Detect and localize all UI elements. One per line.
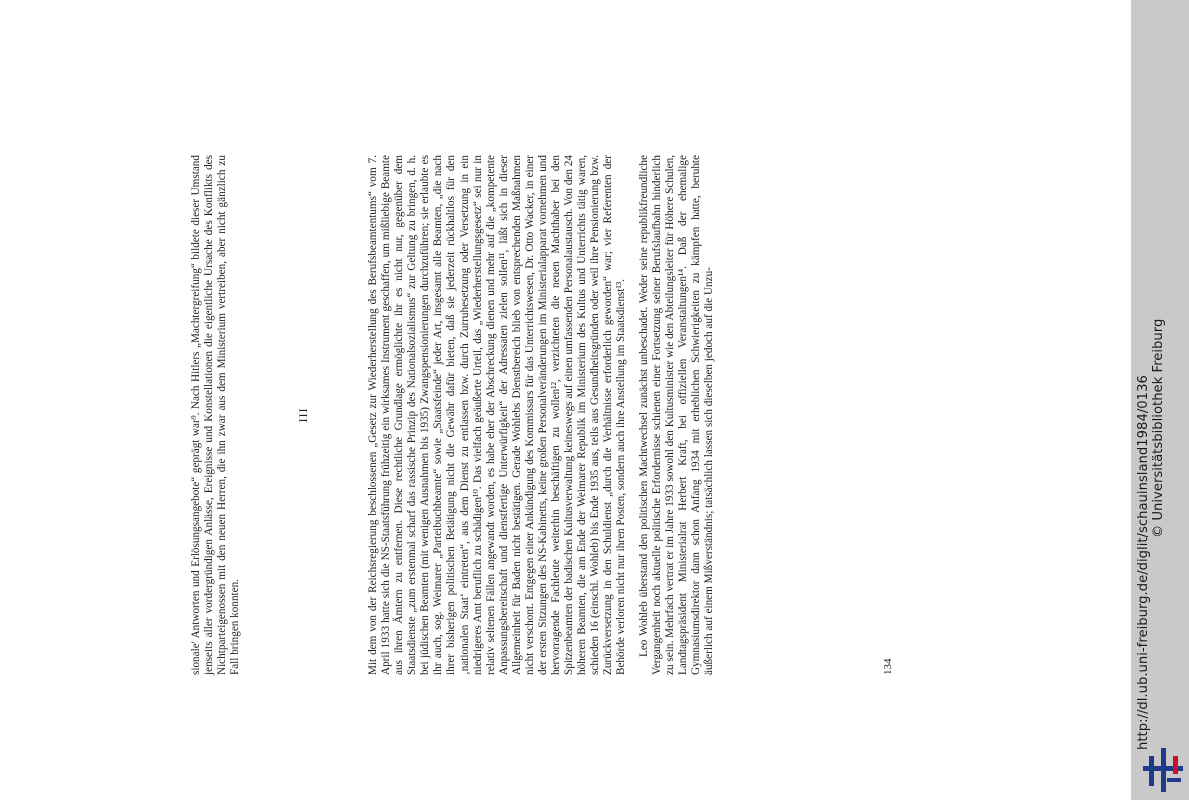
logo-bar-right (1173, 756, 1178, 774)
paragraph-second: Leo Wohleb überstand den politischen Machtwechsel zunächst unbeschadet. Weder seine republikfreundliche Vergangenheit noch aktuelle politische Erfordernisse schienen einer Fortsetzung seiner Berufslaufbahn hinderlich zu sein. Mehrfach vertrat er im Jahre 1933 sowohl den Kultusminister wie den Abteilungsleiter für Höhere Schulen, Landtagspräsident Ministerialrat Herbert Kraft, bei offiziellen Veranstaltungen¹⁴. Daß der ehemalige Gymnasiumsdirektor dann schon Anfang 1934 mit erheblichen Schwierigkeiten zu kämpfen hatte, beruhte äußerlich auf einem Mißverständnis; tatsächlich lassen sich dieselben jedoch auf die Unzu- (638, 155, 716, 675)
page-content (190, 155, 894, 675)
paragraph-main: Mit dem von der Reichsregierung beschlossenen „Gesetz zur Wiederherstellung des Berufsbeamtentums“ vom 7. April 1933 hatte sich die NS-Staatsführung frühzeitig ein wirksames Instrument geschaffen, um mißliebige Beamte aus ihren Ämtern zu entfernen. Diese rechtliche Grundlage ermöglichte ihr es nicht nur, gegenüber dem Staatsdienste „zum erstenmal scharf das rassische Prinzip des Nationalsozialismus“ zur Geltung zu bringen, d. h. bei jüdischen Beamten (mit wenigen Ausnahmen bis 1935) Zwangspensionierungen durchzuführen; sie erlaubte es ihr auch, sog. Weimarer „Parteibuchbeamte“ sowie „Staatsfeinde“ jeder Art, insgesamt alle Beamten, „die nach ihrer bisherigen politischen Betätigung nicht die Gewähr dafür bieten, daß sie jederzeit rückhaltlos für den ‚nationalen Staat‘ eintreten“, aus dem Dienst zu entlassen bzw. durch Zurruhesetzung oder Versetzung in ein niedrigeres Amt beruflich zu schädigen¹⁰. Das vielfach geäußerte Urteil, das „Wiederherstellungsgesetz“ sei nur in relativ seltenen Fällen angewandt worden, es habe eher der Abschreckung dienen und mehr auf die „kompetente Anpassungsbereitschaft und dienstfertige Unterwürfigkeit“ der Adressaten zielen sollen¹¹, läßt sich in dieser Allgemeinheit für Baden nicht bestätigen. Gerade Wohlebs Dienstbereich blieb von entsprechenden Maßnahmen nicht verschont. Entgegen einer Ankündigung des Kommissars für das Unterrichtswesen, Dr. Otto Wacker, in einer der ersten Sitzungen des NS-Kabinetts, keine großen Personalveränderungen im Ministerialapparat vornehmen und hervorragende Fachleute weiterhin beschäftigen zu wollen¹², verzichteten die neuen Machthaber bei den Spitzenbeamten der badischen Kultusverwaltung keineswegs auf einen umfassenden Personalaustausch. Von den 24 höheren Beamten, die am Ende der Weimarer Republik im Ministerium des Kultus und Unterrichts tätig waren, schieden 16 (einschl. Wohleb) bis Ende 1935 aus, teils aus Gesundheitsgründen oder weil ihre Pensionierung bzw. Zurückversetzung in den Schuldienst „durch die Verhältnisse erforderlich geworden“ war; vier Referenten der Behörde verloren nicht nur ihren Posten, sondern auch ihre Anstellung im Staatsdienst¹³. (367, 155, 628, 675)
page-number: 134 (882, 658, 894, 675)
section-number: III (296, 407, 311, 423)
copyright-notice: © Universitätsbibliothek Freiburg (1151, 318, 1166, 538)
logo-bar-left (1149, 756, 1154, 786)
logo-bar-center (1161, 748, 1166, 792)
paragraph-top: sionale' Antworten und Erlösungsangebote“ geprägt war⁹. Nach Hitlers „Machtergreifung“ bildete dieser Umstand jenseits aller vordergründigen Anlässe, Ereignisse und Konstellationen die eigentliche Ursache des Konflikts des Nichtparteigenossen mit den neuen Herren, die ihn zwar aus dem Ministerium vertreiben, aber nicht gänzlich zu Fall bringen konnten. (190, 155, 242, 675)
library-sidebar (1131, 0, 1189, 800)
ub-freiburg-logo-icon (1143, 748, 1183, 792)
logo-bar-lower (1167, 778, 1181, 782)
source-url-link[interactable]: http://dl.ub.uni-freiburg.de/diglit/schauinsland1984/0136 (1136, 375, 1151, 750)
